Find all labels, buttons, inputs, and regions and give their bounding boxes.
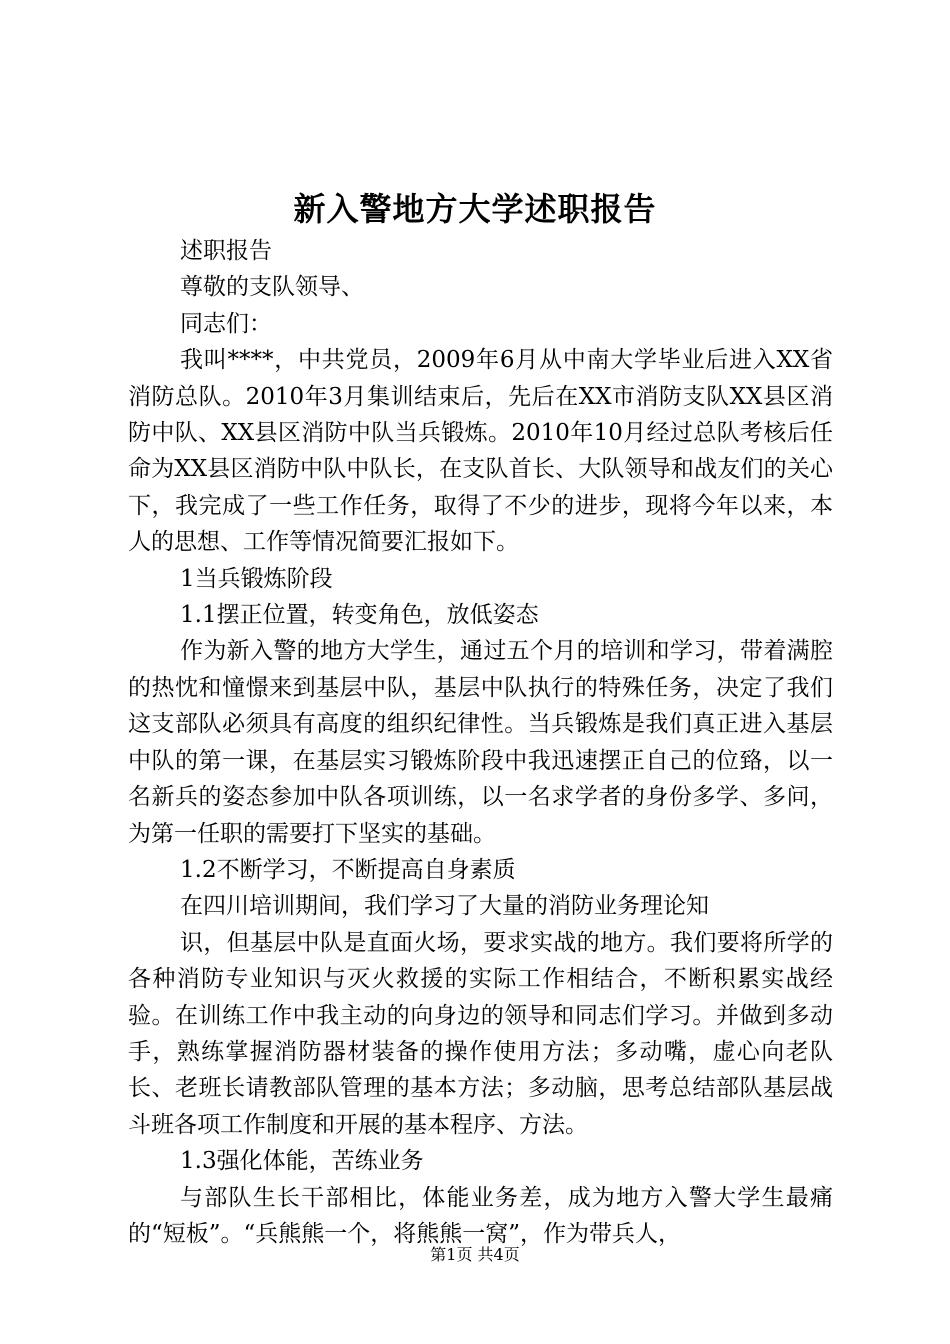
- paragraph: 同志们：: [180, 310, 272, 337]
- document-title: 新入警地方大学述职报告: [293, 190, 657, 228]
- paragraph: 我叫****，中共党员，2009年6月从中南大学毕业后进入XX省消防总队。2010年3月集训结束后，先后在XX市消防支队XX县区消防中队、XX县区消防中队当兵锻炼。2010年10月经过总队考核后任命为XX县区消防中队中队长，在支队首长、大队领导和战友们的关心下，我完成了一些工作任务，取得了不少的进步，现将今年以来，本人的思想、工作等情况简要汇报如下。: [128, 347, 833, 556]
- paragraph: 作为新入警的地方大学生，通过五个月的培训和学习，带着满腔的热忱和憧憬来到基层中队，基层中队执行的特殊任务，决定了我们这支部队必须具有高度的组织纪律性。当兵锻炼是我们真正进入基层中队的第一课，在基层实习锻炼阶段中我迅速摆正自己的位臵，以一名新兵的姿态参加中队各项训练，以一名求学者的身份多学、多问，为第一任职的需要打下坚实的基础。: [128, 638, 833, 847]
- subsection-heading: 1.3强化体能，苦练业务: [180, 1148, 424, 1175]
- paragraph: 与部队生长干部相比，体能业务差，成为地方入警大学生最痛的“短板”。“兵熊熊一个，将熊熊一窝”，作为带兵人，: [128, 1184, 833, 1247]
- paragraph: 识，但基层中队是直面火场，要求实战的地方。我们要将所学的各种消防专业知识与灭火救援的实际工作相结合，不断积累实战经验。在训练工作中我主动的向身边的领导和同志们学习。并做到多动手，熟练掌握消防器材装备的操作使用方法；多动嘴，虚心向老队长、老班长请教部队管理的基本方法；多动脑，思考总结部队基层战斗班各项工作制度和开展的基本程序、方法。: [128, 929, 833, 1138]
- paragraph: 述职报告: [180, 238, 272, 264]
- subsection-heading: 1.2不断学习，不断提高自身素质: [180, 856, 516, 883]
- document-body: [128, 233, 833, 1252]
- subsection-heading: 1.1摆正位置，转变角色，放低姿态: [180, 602, 539, 629]
- paragraph: 在四川培训期间，我们学习了大量的消防业务理论知: [180, 893, 709, 920]
- section-heading: 1当兵锻炼阶段: [180, 565, 333, 592]
- paragraph: 尊敬的支队领导、: [180, 274, 364, 301]
- page-number: 第1页 共4页: [430, 1245, 520, 1264]
